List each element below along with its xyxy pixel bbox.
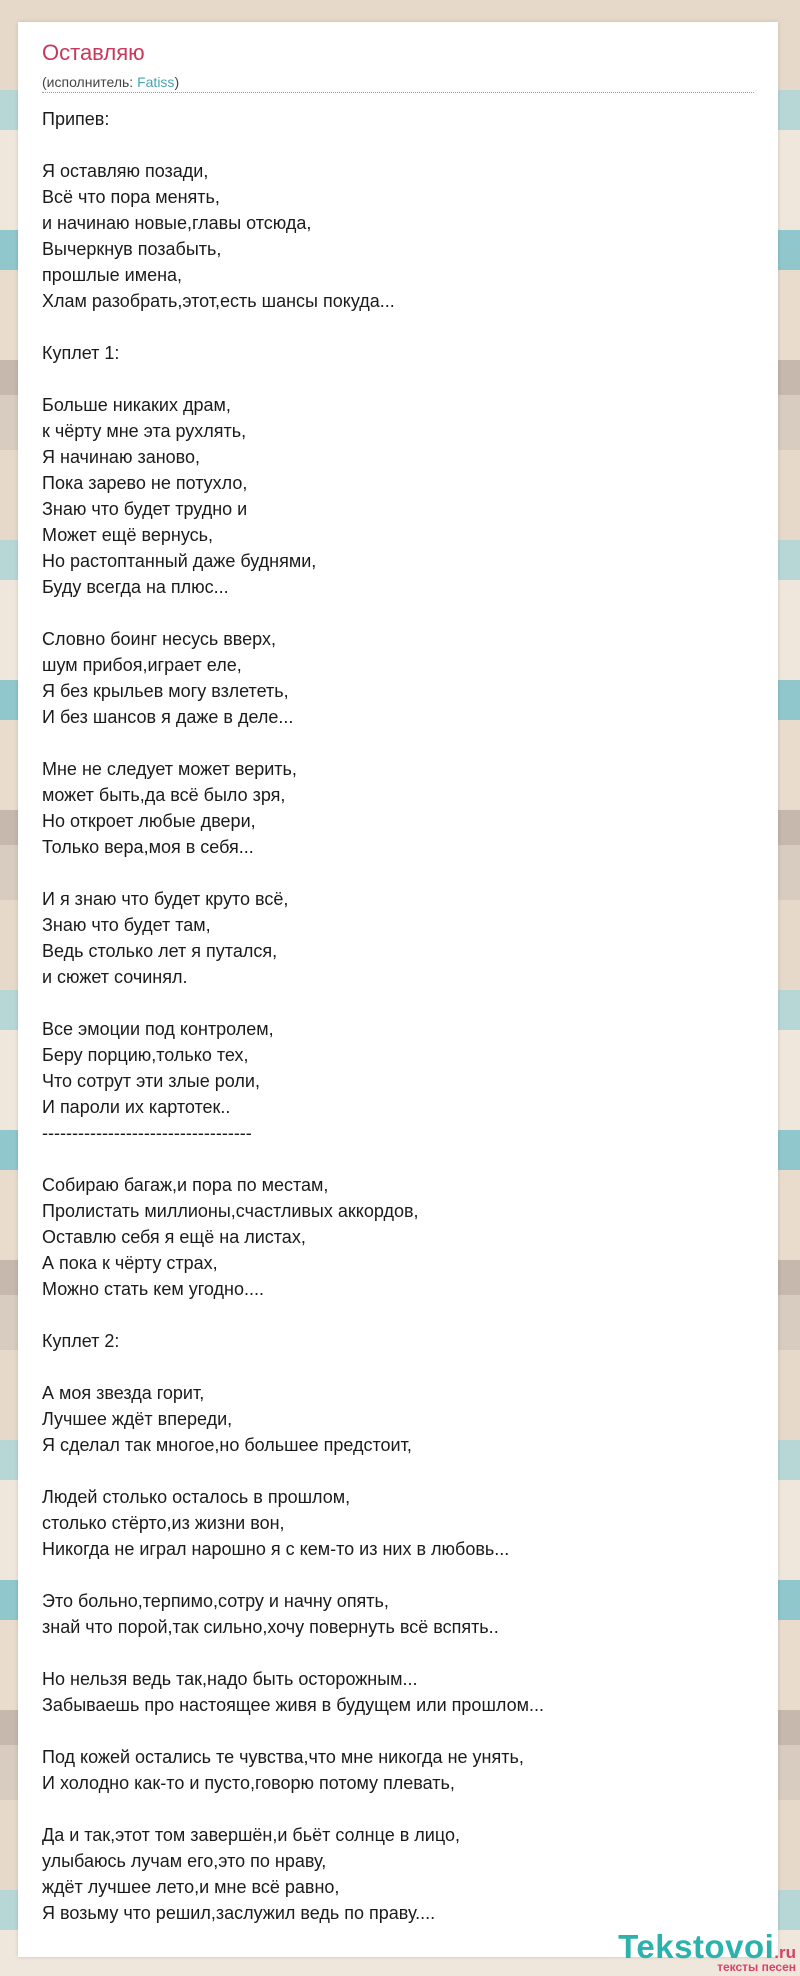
logo-brand: Tekstovoi <box>618 1928 775 1965</box>
performer-suffix: ) <box>174 74 180 90</box>
site-logo[interactable] <box>618 1928 796 1974</box>
performer-line <box>42 74 179 90</box>
title-divider <box>42 92 754 93</box>
artist-link[interactable]: Fatiss <box>137 74 175 90</box>
lyrics-card <box>18 22 778 1957</box>
logo-tld: .ru <box>774 1943 796 1962</box>
song-title: Оставляю <box>42 40 145 65</box>
performer-prefix: (исполнитель: <box>42 74 138 90</box>
logo-tagline: тексты песен <box>717 1960 796 1974</box>
lyrics-text: Припев: Я оставляю позади, Всё что пора менять, и начинаю новые,главы отсюда, Вычеркнув позабыть, прошлые имена, Хлам разобрать,этот,есть шансы покуда... Куплет 1: Больше никаких драм, к чёрту мне эта рухлять, Я начинаю заново, Пока зарево не потухло, Знаю что будет трудно и Может ещё вернусь, Но растоптанный даже буднями, Буду всегда на плюс... Словно боинг несусь вверх, шум прибоя,играет еле, Я без крыльев могу взлететь, И без шансов я даже в деле... Мне не следует может верить, может быть,да всё было зря, Но откроет любые двери, Только вера,моя в себя... И я знаю что будет круто всё, Знаю что будет там, Ведь столько лет я путался, и сюжет сочинял. Все эмоции под контролем, Беру порцию,только тех, Что сотрут эти злые роли, И пароли их картотек.. ----------------------------------- Собираю багаж,и пора по местам, Пролистать миллионы,счастливых аккордов, Оставлю себя я ещё на листах, А пока к чёрту страх, Можно стать кем угодно.... Куплет 2: А моя звезда горит, Лучшее ждёт впереди, Я сделал так многое,но большее предстоит, Людей столько осталось в прошлом, столько стёрто,из жизни вон, Никогда не играл нарошно я с кем-то из них в любовь... Это больно,терпимо,сотру и начну опять, знай что порой,так сильно,хочу повернуть всё вспять.. Но нельзя ведь так,надо быть осторожным... Забываешь про настоящее живя в будущем или прошлом... Под кожей остались те чувства,что мне никогда не унять, И холодно как-то и пусто,говорю потому плевать, Да и так,этот том завершён,и бьёт солнце в лицо, улыбаюсь лучам его,это по нраву, ждёт лучшее лето,и мне всё равно, Я возьму что решил,заслужил ведь по праву.... <box>42 109 544 1923</box>
